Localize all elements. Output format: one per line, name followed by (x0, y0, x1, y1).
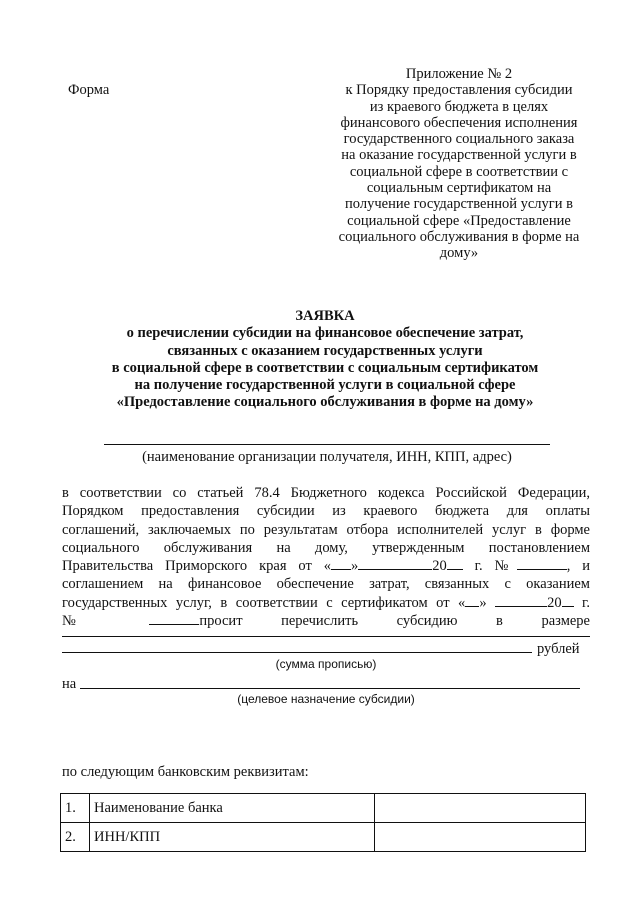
sum-field-line-1[interactable] (62, 636, 590, 637)
body-line: соглашением на финансовое обеспечение затрат, связанных с оказанием (62, 576, 590, 593)
certificate-month-field[interactable] (495, 594, 547, 607)
purpose-caption: (целевое назначение субсидии) (237, 692, 415, 706)
month-field[interactable] (358, 557, 432, 570)
certificate-day-field[interactable] (465, 594, 479, 607)
sum-caption: (сумма прописью) (275, 657, 377, 671)
appendix-line: дому» (439, 245, 479, 262)
form-label: Форма (68, 82, 110, 98)
appendix-line: социальной сфере в соответствии с (349, 163, 569, 180)
row-number: 1. (61, 794, 90, 823)
appendix-line: на оказание государственной услуги в (341, 147, 577, 164)
bank-details-table (60, 793, 586, 852)
title-line: на получение государственной услуги в социальной сфере (134, 377, 516, 394)
organization-caption: (наименование организации получателя, ИНН, КПП, адрес) (142, 449, 512, 465)
row-label: ИНН/КПП (90, 823, 375, 852)
appendix-line: из краевого бюджета в целях (369, 98, 549, 115)
bank-details-intro: по следующим банковским реквизитам: (62, 764, 309, 780)
row-number: 2. (61, 823, 90, 852)
certificate-number-field[interactable] (149, 612, 199, 625)
appendix-line: финансового обеспечения исполнения (340, 114, 578, 131)
appendix-line: Приложение № 2 (405, 66, 513, 82)
bank-name-value[interactable] (375, 794, 586, 823)
year-field[interactable] (447, 557, 463, 570)
title-line: в социальной сфере в соответствии с социальным сертификатом (111, 359, 539, 376)
title-line: связанных с оказанием государственных услуги (167, 342, 483, 359)
appendix-line: получение государственной услуги в (345, 196, 573, 213)
row-label: Наименование банка (90, 794, 375, 823)
appendix-line: государственного социального заказа (343, 131, 575, 148)
body-line: № просит перечислить субсидию в размере (62, 613, 590, 630)
table-row (61, 823, 586, 852)
certificate-year-field[interactable] (562, 594, 574, 607)
resolution-number-field[interactable] (517, 557, 567, 570)
title-line: о перечислении субсидии на финансовое обеспечение затрат, (126, 325, 524, 342)
table-row (61, 794, 586, 823)
purpose-prefix: на (62, 676, 77, 692)
appendix-block (328, 66, 590, 262)
body-line: Правительства Приморского края от « » 20 г. № , и (62, 558, 590, 575)
body-line: государственных услуг, в соответствии с сертификатом от « » 20 г. (62, 594, 590, 611)
title-line: «Предоставление социального обслуживания в форме на дому» (116, 394, 534, 411)
body-line: в соответствии со статьей 78.4 Бюджетного кодекса Российской Федерации, (62, 485, 590, 501)
sum-field-line-2[interactable] (62, 652, 532, 653)
body-line: Порядком предоставления субсидии из краевого бюджета для оплаты (62, 503, 590, 520)
inn-kpp-value[interactable] (375, 823, 586, 852)
currency-label: рублей (537, 641, 580, 657)
organization-field-line[interactable] (104, 444, 550, 445)
body-text (62, 484, 590, 630)
body-line: социального обслуживания на дому, утвержденным постановлением (62, 539, 590, 556)
purpose-field-line[interactable] (80, 688, 580, 689)
appendix-line: социальной сфере «Предоставление (347, 212, 571, 229)
title-line: ЗАЯВКА (295, 308, 355, 324)
body-line: соглашений, заключаемых по результатам отбора исполнителей услуг в форме (62, 521, 590, 538)
day-field[interactable] (331, 557, 351, 570)
document-title (60, 308, 590, 412)
appendix-line: социального обслуживания в форме на (338, 228, 580, 245)
appendix-line: социальным сертификатом на (366, 180, 552, 197)
appendix-line: к Порядку предоставления субсидии (345, 82, 573, 99)
